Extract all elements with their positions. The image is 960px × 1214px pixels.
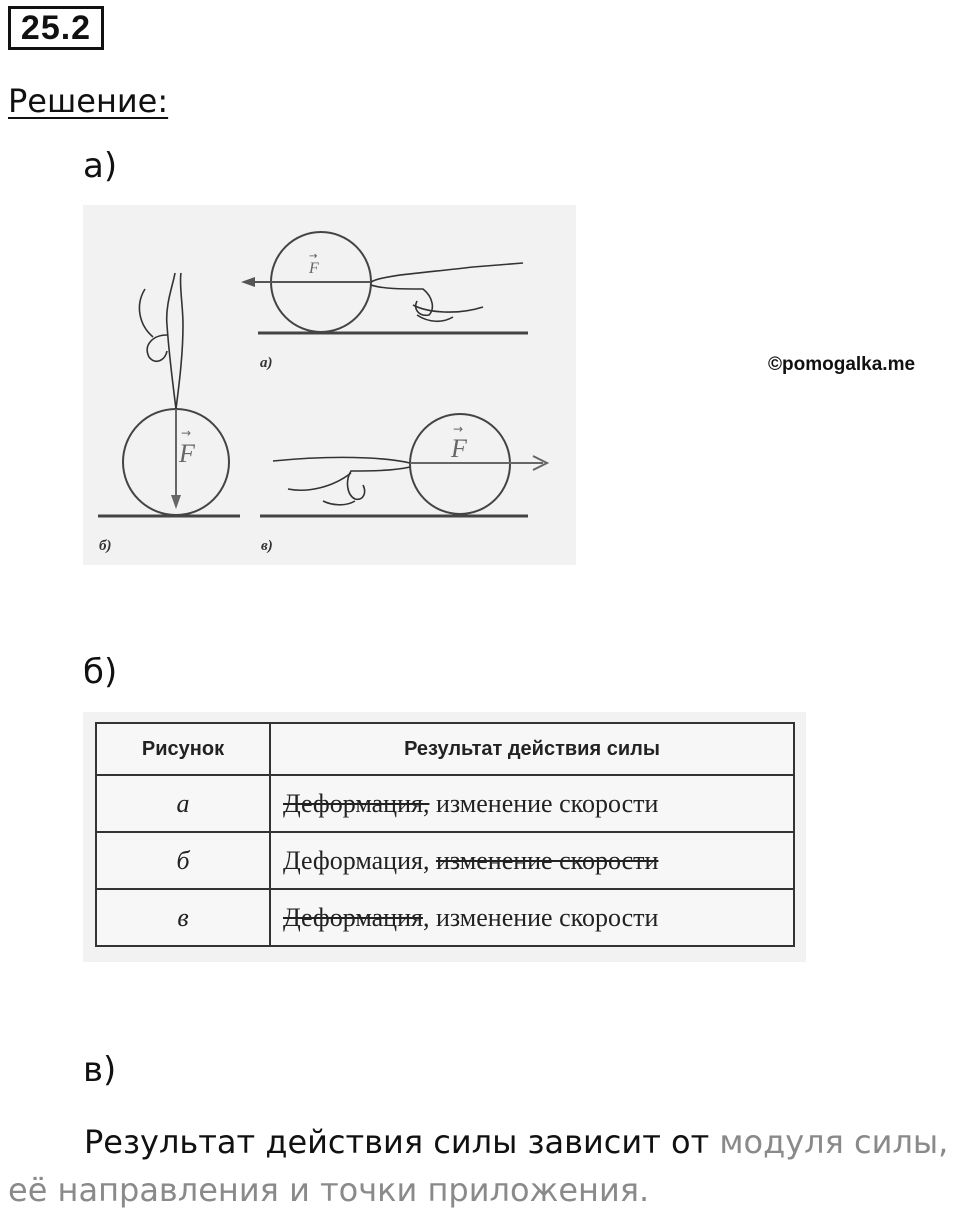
force-label-b: F <box>179 439 195 468</box>
row-result <box>270 832 794 889</box>
separator: , <box>422 902 436 932</box>
vector-mark-a: → <box>309 251 318 262</box>
result-table <box>95 722 795 947</box>
watermark: ©pomogalka.me <box>768 354 916 375</box>
row-figure: а <box>96 775 270 832</box>
force-label-a: F <box>309 260 319 277</box>
row-result <box>270 889 794 946</box>
hand-icon-b <box>139 273 183 409</box>
header-result: Результат действия силы <box>270 723 794 775</box>
table-row <box>96 832 794 889</box>
caption-c: в) <box>261 538 273 554</box>
vector-mark-c: → <box>453 422 464 436</box>
hand-icon-c <box>273 457 410 504</box>
force-figure <box>83 205 576 565</box>
hand-icon-a <box>371 263 523 321</box>
answer-text <box>8 1118 960 1214</box>
part-b-label: б) <box>83 652 118 692</box>
part-c-label: в) <box>83 1050 117 1090</box>
force-arrowhead-a <box>241 277 255 287</box>
crossed-deformation: Деформация <box>283 902 423 932</box>
velocity-change: изменение скорости <box>435 902 659 932</box>
force-arrowhead-b <box>171 495 181 509</box>
table-header-row <box>96 723 794 775</box>
table-row <box>96 889 794 946</box>
caption-b: б) <box>99 538 112 554</box>
answer-lead: Результат действия силы зависит от <box>84 1123 720 1161</box>
crossed-velocity-change: изменение скорости <box>435 845 659 875</box>
caption-a: а) <box>260 355 273 371</box>
row-figure: в <box>96 889 270 946</box>
task-number: 25.2 <box>8 6 104 50</box>
row-result <box>270 775 794 832</box>
crossed-deformation: Деформация, <box>283 788 430 818</box>
force-label-c: F <box>451 434 467 463</box>
header-figure: Рисунок <box>96 723 270 775</box>
part-a-label: а) <box>83 146 118 186</box>
solution-heading: Решение: <box>8 82 169 120</box>
table-row <box>96 775 794 832</box>
deformation: Деформация, <box>283 845 430 875</box>
vector-mark-b: → <box>181 426 192 440</box>
answer-highlight: модуля силы, её направления и точки приложения. <box>8 1123 949 1209</box>
velocity-change: изменение скорости <box>435 788 659 818</box>
result-table-wrapper <box>83 712 806 962</box>
row-figure: б <box>96 832 270 889</box>
